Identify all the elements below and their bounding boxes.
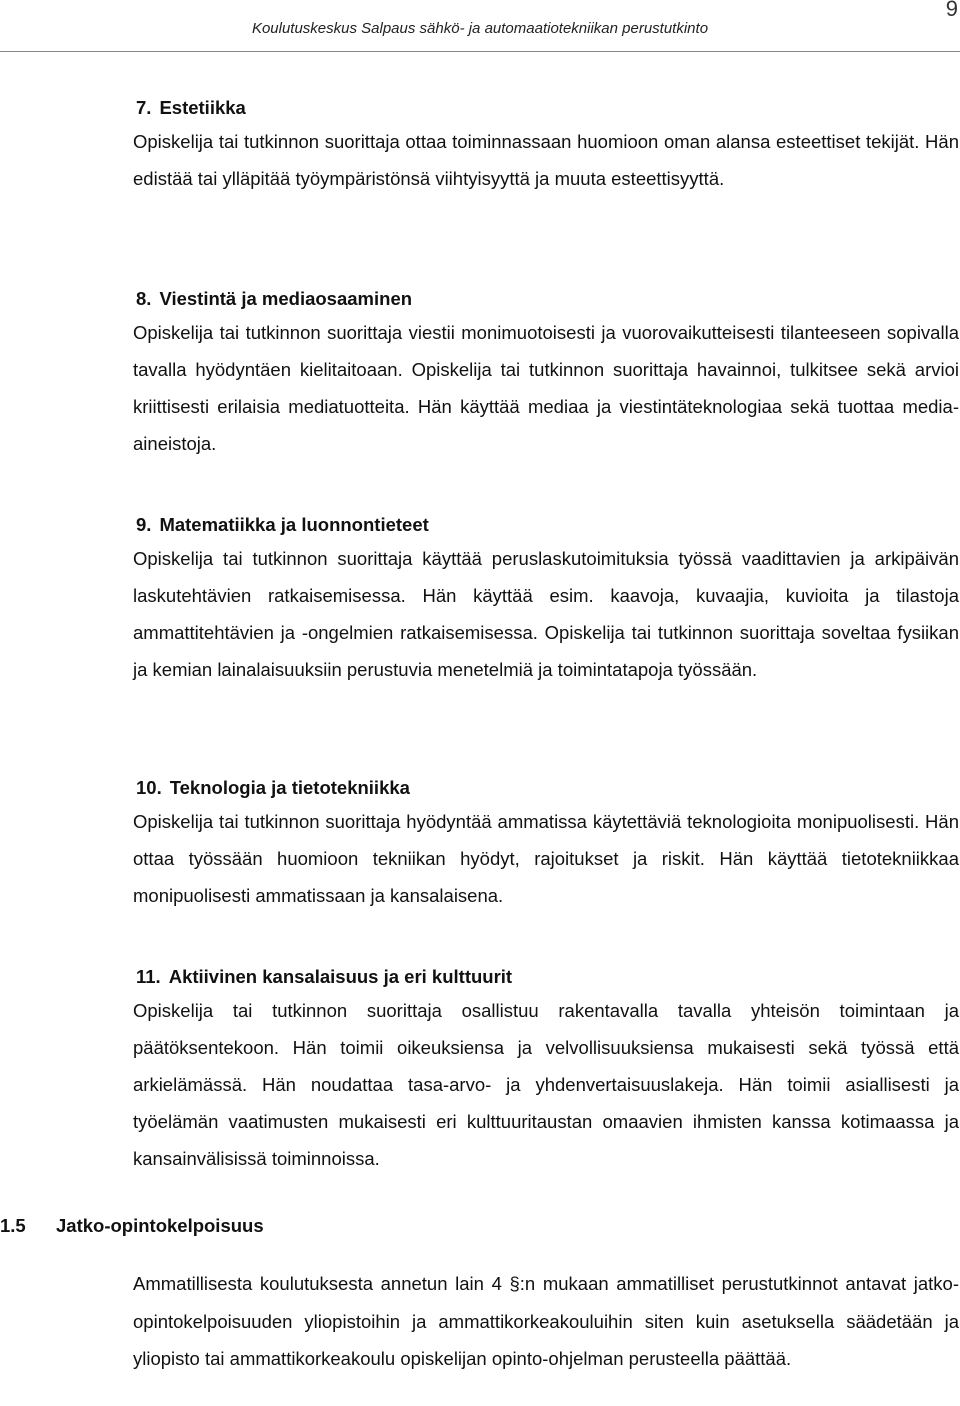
chapter-title: Jatko-opintokelpoisuus	[56, 1215, 264, 1236]
section-number: 10.	[136, 777, 162, 798]
header-rule	[0, 51, 960, 52]
section-title: Teknologia ja tietotekniikka	[169, 777, 410, 798]
chapter-number: 1.5	[0, 1215, 26, 1236]
section-text: Opiskelija tai tutkinnon suorittaja hyödyntää ammatissa käytettäviä teknologioita monipuolisesti. Hän ottaa työssään huomioon tekniikan hyödyt, rajoitukset ja riskit. Hän käyttää tietotekniikkaa monipuolisesti ammatissaan ja kansalaisena.	[133, 811, 959, 906]
section-title: Viestintä ja mediaosaaminen	[159, 288, 413, 309]
section-text: Opiskelija tai tutkinnon suorittaja viestii monimuotoisesti ja vuorovaikutteisesti tilanteeseen sopivalla tavalla hyödyntäen kielitaitoaan. Opiskelija tai tutkinnon suorittaja havainnoi, tulkitsee sekä arvioi kriittisesti erilaisia mediatuotteita. Hän käyttää mediaa ja viestintäteknologiaa sekä tuottaa media-aineistoja.	[133, 322, 959, 454]
page-header: Koulutuskeskus Salpaus sähkö- ja automaatiotekniikan perustutkinto	[251, 20, 709, 37]
section-title: Estetiikka	[159, 97, 246, 118]
page-number: 9	[945, 0, 958, 21]
section-teknologia	[133, 777, 959, 914]
chapter-text: Ammatillisesta koulutuksesta annetun lain 4 §:n mukaan ammatilliset perustutkinnot antavat jatko-opintokelpoisuuden yliopistoihin ja ammattikorkeakouluihin siten kuin asetuksella säädetään ja yliopisto tai ammattikorkeakoulu opiskelijan opinto-ohjelman perusteella päättää.	[133, 1273, 959, 1369]
section-heading	[136, 97, 959, 119]
chapter-heading	[0, 1215, 960, 1237]
section-heading	[136, 514, 959, 536]
section-text: Opiskelija tai tutkinnon suorittaja ottaa toiminnassaan huomioon oman alansa esteettiset tekijät. Hän edistää tai ylläpitää työympäristönsä viihtyisyyttä ja muuta esteettisyyttä.	[133, 131, 959, 189]
section-heading	[136, 288, 959, 310]
section-number: 11.	[136, 966, 161, 987]
section-estetiikka	[133, 97, 959, 197]
section-viestinta	[133, 288, 959, 462]
section-title: Matematiikka ja luonnontieteet	[159, 514, 429, 535]
section-number: 9.	[136, 514, 152, 535]
section-number: 8.	[136, 288, 152, 309]
section-heading	[136, 777, 959, 799]
section-number: 7.	[136, 97, 152, 118]
section-kansalaisuus	[133, 966, 959, 1177]
section-title: Aktiivinen kansalaisuus ja eri kulttuurit	[168, 966, 513, 987]
section-text: Opiskelija tai tutkinnon suorittaja käyttää peruslaskutoimituksia työssä vaadittavien ja arkipäivän laskutehtävien ratkaisemisessa. Hän käyttää esim. kaavoja, kuvaajia, kuvioita ja tilastoja ammattitehtävien ja -ongelmien ratkaisemisessa. Opiskelija tai tutkinnon suorittaja soveltaa fysiikan ja kemian lainalaisuuksiin perustuvia menetelmiä ja toimintatapoja työssään.	[133, 548, 959, 680]
section-heading	[136, 966, 959, 988]
section-jatko-opintokelpoisuus	[0, 1215, 960, 1369]
section-matematiikka	[133, 514, 959, 688]
section-text: Opiskelija tai tutkinnon suorittaja osallistuu rakentavalla tavalla yhteisön toimintaan ja päätöksentekoon. Hän toimii oikeuksiensa ja velvollisuuksiensa mukaisesti sekä työssä että arkielämässä. Hän noudattaa tasa-arvo- ja yhdenvertaisuuslakeja. Hän toimii asiallisesti ja työelämän vaatimusten mukaisesti eri kulttuuritaustan omaavien ihmisten kanssa kotimaassa ja kansainvälisissä toiminnoissa.	[133, 1000, 959, 1169]
